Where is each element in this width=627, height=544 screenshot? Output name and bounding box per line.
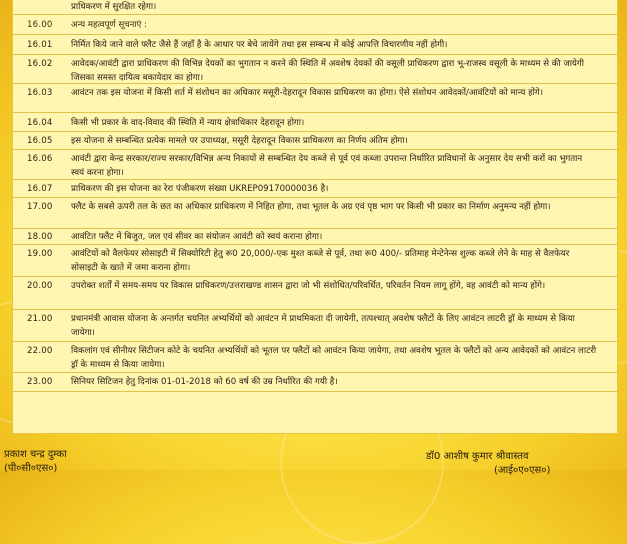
item-number: 23.00	[27, 377, 53, 387]
item-number: 19.00	[27, 249, 53, 259]
item-number: 16.03	[27, 88, 53, 98]
item-text: उपरोक्त शर्तों में समय-समय पर विकास प्राधिकरण/उत्तराखण्ड शासन द्वारा जो भी संशोधित/परिवर्धित, परिवर्तन नियम लागू होंगे, वह आवंटी को मान्य होंगे।	[71, 281, 546, 291]
list-item	[13, 34, 617, 55]
notice-panel	[12, 0, 618, 434]
section-heading-row	[13, 14, 617, 35]
item-number: 16.07	[27, 184, 53, 194]
item-number: 22.00	[27, 346, 53, 356]
item-text: आवंटन तक इस योजना में किसी शर्त में संशोधन का अधिकार मसूरी-देहरादून विकास प्राधिकरण का होगा। ऐसे संशोधन आवेदकों/आवंटियों को मान्य होंगे।	[71, 88, 543, 98]
list-item	[13, 197, 617, 229]
item-text: किसी भी प्रकार के वाद-विवाद की स्थिति में न्याय क्षेत्राधिकार देहरादून होगा।	[71, 118, 305, 128]
item-number: 16.02	[27, 59, 53, 69]
list-item	[13, 309, 617, 342]
list-item	[13, 131, 617, 150]
list-item	[13, 244, 617, 277]
list-item	[13, 83, 617, 113]
item-text: आवंटियों को वैलफेयर सोसाइटी में सिक्योरिटी हेतु रू0 20,000/-एक मुश्त कब्जे से पूर्व, तथा रू0 400/- प्रतिमाह मेन्टेनेन्स शुल्क कब्जे लेने के माह से वैलफेयर सोसाइटी के खाते में जमा कराना होगा।	[71, 249, 570, 273]
section-title: अन्य महत्वपूर्ण सूचनाएं :	[71, 20, 148, 30]
left-signatory-name: प्रकाश चन्द्र दुम्का	[4, 449, 67, 460]
signature-footer	[0, 433, 627, 476]
item-text: विकलांग एवं सीनीयर सिटीजन कोटे के चयनित अभ्यर्थियों को भूतल पर फ्लैटों को आवंटन किया जायेगा, तथा अवशेष भूतल के फ्लैटों को अन्य आवेदकों को आवंटन लाटरी ड्रॉ के माध्यम से किया जायेगा।	[71, 346, 597, 370]
item-text: इस योजना से सम्बन्धित प्रत्येक मामले पर उपाध्यक्ष, मसूरी देहरादून विकास प्राधिकरण का निर्णय अंतिम होगा।	[71, 136, 408, 146]
right-signatory-designation: (आई०ए०एस०)	[494, 465, 551, 476]
item-text: निर्मित किये जाने वाले फ्लैट जैसे हैं जहाँ है के आधार पर बेचे जायेंगे तथा इस सम्बन्ध में कोई आपत्ति विचारणीय नहीं होगी।	[71, 40, 448, 50]
list-item	[13, 54, 617, 84]
left-signatory-designation: (पी०सी०एस०)	[4, 463, 58, 474]
right-signatory-name: डॉ0 आशीष कुमार श्रीवास्तव	[426, 451, 529, 462]
item-text: फ्लैट के सबसे ऊपरी तल के छत का अधिकार प्राधिकरण में निहित होगा, तथा भूतल के अग्र एवं पृष्ठ भाग पर किसी भी प्रकार का निर्माण अनुमन्य नहीं होगा।	[71, 202, 551, 212]
list-item	[13, 112, 617, 132]
list-item	[13, 276, 617, 310]
list-item	[13, 228, 617, 245]
list-item	[13, 341, 617, 373]
item-text: आवंटी द्वारा केन्द्र सरकार/राज्य सरकार/विभिन्न अन्य निकायों से सम्बन्धित देय कब्जे से पूर्व एवं कब्जा उपरान्त निर्धारित प्राविधानों के अनुसार देय सभी करों का भुगतान स्वयं करना होगा।	[71, 154, 583, 178]
item-text: सिनियर सिटिजन हेतु दिनांक 01-01-2018 को 60 वर्ष की उम्र निर्धारित की गयी है।	[71, 377, 338, 387]
list-item	[13, 179, 617, 198]
item-number: 17.00	[27, 202, 53, 212]
item-number: 18.00	[27, 232, 53, 242]
list-item	[13, 372, 617, 392]
item-text: प्राधिकरण की इस योजना का रेरा पंजीकरण संख्या UKREP09170000036 है।	[71, 184, 329, 194]
item-number: 16.05	[27, 136, 53, 146]
item-number: 16.04	[27, 118, 53, 128]
item-number: 21.00	[27, 314, 53, 324]
item-number: 20.00	[27, 281, 53, 291]
item-text: आवेदक/आवंटी द्वारा प्राधिकरण की विभिन्न देयकों का भुगतान न करने की स्थिति में अवशेष देयकों की वसूली प्राधिकरण द्वारा भू-राजस्व वसूली के माध्यम से की जायेगी जिसका समस्त दायित्व बकायेदार का होगा।	[71, 59, 584, 83]
item-text: आवंटित फ्लैट में बिजुत, जल एवं सीवर का संयोजन आवंटी को स्वयं कराना होगा।	[71, 232, 323, 242]
section-number: 16.00	[27, 20, 53, 30]
item-number: 16.01	[27, 40, 53, 50]
item-text: प्रधानमंत्री आवास योजना के अन्तर्गत चयनित अभ्यर्थियों को आवंटन में प्राथमिकता दी जायेगी, तत्पश्चात् अवशेष फ्लैटों के लिए आवंटन लाटरी ड्रॉ के माध्यम से किया जायेगा।	[71, 314, 575, 338]
list-item	[13, 149, 617, 180]
item-number: 16.06	[27, 154, 53, 164]
top-line: प्राधिकरण में सुरक्षित रहेगा।	[71, 2, 157, 12]
